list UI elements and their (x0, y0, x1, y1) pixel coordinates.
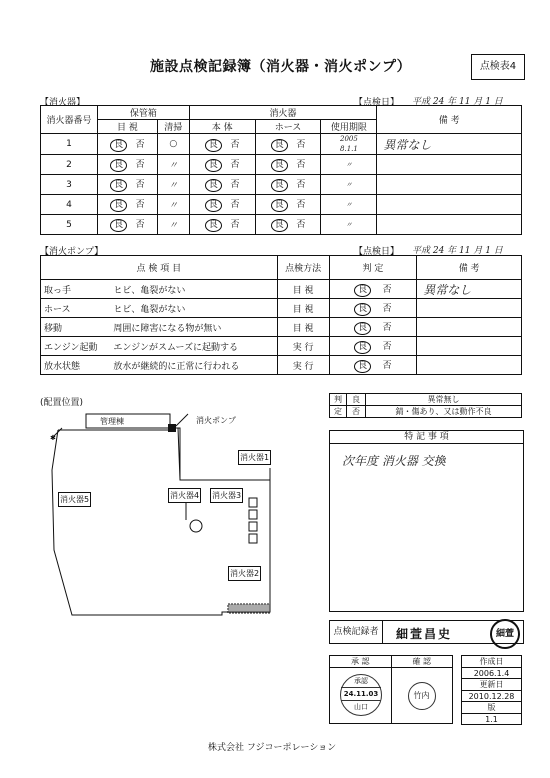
ext-remarks-cell (377, 215, 522, 235)
judgement-legend (329, 393, 522, 418)
pump-method-cell (277, 337, 329, 356)
expiry-cell (321, 134, 377, 155)
pump-detail-cell (110, 280, 277, 299)
col-clean: 清掃 (157, 120, 189, 134)
extinguisher-date-label: 【点検日】 (354, 98, 400, 108)
confirm-seal: 竹内 (408, 682, 436, 710)
clean-mark: 〃 (168, 221, 178, 231)
legend-judge-bottom: 定 (330, 406, 347, 418)
pump-judge-cell (329, 318, 417, 337)
hose-cell (255, 155, 321, 175)
ext-remarks-text: 異常なし (383, 137, 432, 152)
pump-marker (168, 424, 176, 432)
body-good: 良 (205, 179, 222, 192)
pump-judge-cell (329, 299, 417, 318)
body-good: 良 (205, 219, 222, 232)
svg-text:✱: ✱ (50, 434, 56, 442)
body-good: 良 (205, 159, 222, 172)
pump-row (41, 337, 522, 356)
approval-table (329, 655, 453, 724)
layout-map-label: (配置位置) (40, 398, 84, 408)
visual-good: 良 (110, 199, 127, 212)
pump-method-cell (277, 280, 329, 299)
clean-mark: 〃 (168, 161, 178, 171)
col-body: 本 体 (189, 120, 255, 134)
body-cell (189, 155, 255, 175)
version-label: 版 (462, 702, 522, 714)
pump-method: 目 視 (292, 285, 314, 296)
col-extinguisher: 消火器 (189, 106, 377, 120)
pump-method: 実 行 (292, 361, 314, 372)
body-cell (189, 175, 255, 195)
pump-bad: 否 (382, 322, 392, 333)
pump-remarks-cell (417, 280, 522, 299)
pump-method-cell (277, 318, 329, 337)
visual-bad: 否 (135, 139, 145, 150)
created-date: 2006.1.4 (462, 668, 522, 679)
confirm-header: 確 認 (391, 656, 453, 668)
pump-method-cell (277, 299, 329, 318)
approve-seal-top: 承認 (354, 677, 368, 685)
visual-bad: 否 (135, 180, 145, 190)
hose-cell (255, 175, 321, 195)
pump-item-cell (41, 356, 111, 375)
hose-good: 良 (271, 179, 288, 192)
pump-bad: 否 (382, 284, 392, 295)
hose-good: 良 (271, 199, 288, 212)
visual-cell (97, 195, 157, 215)
pump-item-cell (41, 318, 111, 337)
building-outline (86, 414, 170, 428)
updated-date: 2010.12.28 (462, 691, 522, 702)
pump-item-cell (41, 299, 111, 318)
pump-detail-cell (110, 318, 277, 337)
visual-bad: 否 (135, 200, 145, 210)
pump-row (41, 280, 522, 299)
legend-bad: 否 (347, 406, 366, 418)
body-bad: 否 (230, 180, 240, 190)
ext-remarks-cell (377, 134, 522, 155)
approve-seal-date: 24.11.03 (341, 687, 381, 701)
pump-remarks-cell (417, 337, 522, 356)
expiry-cell (321, 175, 377, 195)
ext3-label: 消火器3 (210, 488, 243, 503)
created-label: 作成日 (462, 656, 522, 668)
pump-row (41, 318, 522, 337)
footer-company: 株式会社 フジコーポレーション (208, 743, 337, 753)
extinguisher-section-label: 【消火器】 (40, 98, 86, 108)
hose-cell (255, 215, 321, 235)
hose-bad: 否 (296, 220, 306, 230)
pump-method: 目 視 (292, 323, 314, 334)
visual-bad: 否 (135, 160, 145, 170)
approve-header: 承 認 (330, 656, 392, 668)
hose-good: 良 (271, 219, 288, 232)
pump-item: ホース (44, 304, 71, 315)
ext-no-cell (41, 195, 98, 215)
pump-judge-cell (329, 337, 417, 356)
sheet-number: 点検表4 (471, 54, 525, 80)
hose-good: 良 (271, 159, 288, 172)
col-pump-remarks: 備 考 (417, 256, 522, 280)
expiry-cell (321, 215, 377, 235)
expiry-cell (321, 195, 377, 215)
notes-box (329, 430, 524, 612)
pump-good: 良 (354, 284, 371, 297)
pump-bad: 否 (382, 360, 392, 371)
notes-title: 特 記 事 項 (330, 431, 523, 444)
pump-method: 目 視 (292, 304, 314, 315)
expiry-value: 〃 (345, 200, 353, 209)
col-ext-no: 消火器番号 (41, 106, 98, 134)
pump-remarks-cell (417, 318, 522, 337)
col-storage: 保管箱 (97, 106, 189, 120)
ext-no: 1 (66, 139, 72, 149)
expiry-value: 〃 (345, 160, 353, 169)
ext-remarks-cell (377, 195, 522, 215)
clean-cell (157, 155, 189, 175)
pump-detail: エンジンがスムーズに起動する (113, 342, 239, 353)
ext-no-cell (41, 155, 98, 175)
ext-no: 2 (66, 159, 72, 170)
extinguisher-row (41, 175, 522, 195)
legend-judge-top: 判 (330, 394, 347, 406)
revision-table (461, 655, 522, 725)
body-cell (189, 134, 255, 155)
legend-good-desc: 異常無し (366, 394, 522, 406)
hose-cell (255, 134, 321, 155)
pump-bad: 否 (382, 341, 392, 352)
ext-remarks-cell (377, 155, 522, 175)
approve-seal (340, 674, 382, 716)
visual-good: 良 (110, 219, 127, 232)
hose-bad: 否 (296, 180, 306, 190)
visual-cell (97, 215, 157, 235)
updated-label: 更新日 (462, 679, 522, 691)
ext-no: 5 (66, 219, 72, 230)
pump-good: 良 (354, 360, 371, 373)
ext1-label: 消火器1 (238, 450, 271, 465)
clean-cell (157, 175, 189, 195)
pump-section-label: 【消火ポンプ】 (40, 247, 104, 257)
expiry-value: 〃 (345, 180, 353, 189)
pump-table (40, 255, 522, 375)
extinguisher-date-value: 平成 24 年 11 月 1 日 (412, 97, 503, 107)
pump-good: 良 (354, 322, 371, 335)
clean-cell (157, 134, 189, 155)
pump-item-cell (41, 280, 111, 299)
col-visual: 目 視 (97, 120, 157, 134)
body-good: 良 (205, 199, 222, 212)
clean-mark: 〃 (168, 181, 178, 191)
pump-detail-cell (110, 299, 277, 318)
hose-cell (255, 195, 321, 215)
visual-cell (97, 134, 157, 155)
pump-detail-cell (110, 337, 277, 356)
recorder-label: 点検記録者 (330, 621, 383, 643)
pump-bad: 否 (382, 303, 392, 314)
recorder-name: 細萱昌史 (396, 627, 453, 641)
hose-bad: 否 (296, 200, 306, 210)
hose-good: 良 (271, 139, 288, 152)
building-label: 管理棟 (100, 417, 124, 426)
ext-no: 4 (66, 199, 72, 210)
col-hose: ホース (255, 120, 321, 134)
hose-bad: 否 (296, 160, 306, 170)
clean-cell (157, 195, 189, 215)
clean-mark: ○ (169, 139, 178, 149)
pump-item: 放水状態 (44, 361, 81, 372)
legend-good: 良 (347, 394, 366, 406)
pump-judge-cell (329, 280, 417, 299)
body-bad: 否 (230, 139, 240, 150)
body-good: 良 (205, 139, 222, 152)
pump-detail-cell (110, 356, 277, 375)
col-items: 点 検 項 目 (41, 256, 278, 280)
pump-item: 移動 (44, 323, 63, 334)
col-method: 点検方法 (277, 256, 329, 280)
pump-detail: 周囲に障害になる物が無い (113, 323, 222, 334)
visual-bad: 否 (135, 220, 145, 230)
visual-good: 良 (110, 179, 127, 192)
pump-remarks-text: 異常なし (423, 282, 472, 297)
pump-row (41, 299, 522, 318)
col-judge: 判 定 (329, 256, 417, 280)
pump-judge-cell (329, 356, 417, 375)
expiry-value: 〃 (345, 220, 353, 229)
clean-cell (157, 215, 189, 235)
ext-remarks-cell (377, 175, 522, 195)
hose-bad: 否 (296, 139, 306, 150)
recorder-box (329, 620, 524, 644)
pump-method-cell (277, 356, 329, 375)
pump-remarks-cell (417, 356, 522, 375)
pump-good: 良 (354, 303, 371, 316)
pump-good: 良 (354, 341, 371, 354)
ext2-label: 消火器2 (228, 566, 261, 581)
visual-good: 良 (110, 139, 127, 152)
expiry-cell (321, 155, 377, 175)
pump-detail: ヒビ、亀裂がない (113, 285, 186, 296)
extinguisher-row (41, 155, 522, 175)
body-bad: 否 (230, 220, 240, 230)
ext-no: 3 (66, 179, 72, 190)
col-expiry: 使用期限 (321, 120, 377, 134)
version-number: 1.1 (462, 714, 522, 725)
extinguisher-table (40, 105, 522, 235)
extinguisher-row (41, 215, 522, 235)
pump-method: 実 行 (292, 342, 314, 353)
pump-label: 消火ポンプ (196, 416, 236, 425)
visual-cell (97, 175, 157, 195)
ext5-label: 消火器5 (58, 492, 91, 507)
pump-item: エンジン起動 (44, 342, 98, 353)
pump-remarks-cell (417, 299, 522, 318)
ext4-label: 消火器4 (168, 488, 201, 503)
extinguisher-row (41, 195, 522, 215)
visual-cell (97, 155, 157, 175)
pump-detail: 放水が継続的に正常に行われる (113, 361, 240, 372)
body-cell (189, 195, 255, 215)
clean-mark: 〃 (168, 201, 178, 211)
layout-map (40, 400, 320, 630)
notes-text: 次年度 消火器 交換 (342, 454, 446, 468)
pump-detail: ヒビ、亀裂がない (113, 304, 186, 315)
body-bad: 否 (230, 200, 240, 210)
col-remarks: 備 考 (377, 106, 522, 134)
ext-no-cell (41, 215, 98, 235)
legend-bad-desc: 錆・傷あり、又は動作不良 (366, 406, 522, 418)
pump-item: 取っ手 (44, 285, 72, 296)
extinguisher-row (41, 134, 522, 155)
recorder-seal: 細萱 (490, 619, 520, 649)
pump-row (41, 356, 522, 375)
pump-date-label: 【点検日】 (354, 247, 400, 257)
approve-seal-bottom: 山口 (354, 703, 368, 711)
ext-no-cell (41, 134, 98, 155)
body-bad: 否 (230, 160, 240, 170)
visual-good: 良 (110, 159, 127, 172)
body-cell (189, 215, 255, 235)
page-title: 施設点検記録簿（消火器・消火ポンプ） (150, 59, 412, 75)
pump-item-cell (41, 337, 111, 356)
expiry-value: 2005 8.1.1 (340, 135, 358, 153)
pump-date-value: 平成 24 年 11 月 1 日 (412, 246, 503, 256)
ext-no-cell (41, 175, 98, 195)
